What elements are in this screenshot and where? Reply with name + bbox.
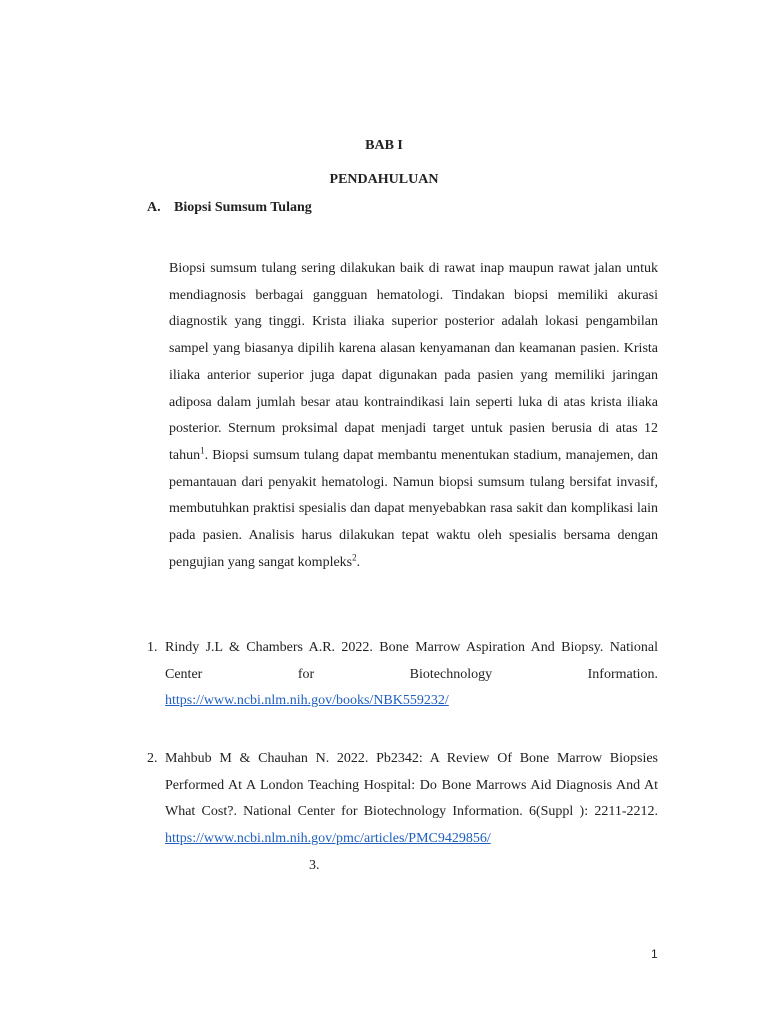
body-paragraph [169, 256, 658, 576]
section-letter: A. [147, 200, 161, 215]
citation-2: 2 [352, 552, 357, 563]
section-heading [147, 200, 312, 216]
paragraph-text-3: . [356, 554, 361, 570]
reference-number: 1. [147, 640, 158, 655]
reference-number: 2. [147, 751, 158, 766]
reference-number-3: 3. [309, 858, 320, 873]
chapter-title: PENDAHULUAN [329, 172, 439, 187]
section-title: Biopsi Sumsum Tulang [174, 200, 312, 215]
reference-item [147, 635, 658, 715]
chapter-number: BAB I [365, 138, 403, 153]
reference-link[interactable]: https://www.ncbi.nlm.nih.gov/pmc/articles/PMC9429856/ [165, 830, 491, 846]
paragraph-text-2: . Biopsi sumsum tulang dapat membantu menentukan stadium, manajemen, dan pemantauan dari penyakit hematologi. Namun biopsi sumsum tulang bersifat invasif, membutuhkan praktisi spesialis dan dapat menyebabkan rasa sakit dan komplikasi lain pada pasien. Analisis harus dilakukan tepat waktu oleh spesialis bersama dengan pengujian yang sangat kompleks [169, 447, 658, 570]
citation-1: 1 [200, 445, 205, 456]
reference-text: Rindy J.L & Chambers A.R. 2022. Bone Marrow Aspiration And Biopsy. National Center for Biotechnology Information. [165, 640, 658, 682]
reference-text: Mahbub M & Chauhan N. 2022. Pb2342: A Review Of Bone Marrow Biopsies Performed At A London Teaching Hospital: Do Bone Marrows Aid Diagnosis And At What Cost?. National Center for Biotechnology Information. 6(Suppl ): 2211-2212. [165, 751, 658, 819]
paragraph-text-1: Biopsi sumsum tulang sering dilakukan baik di rawat inap maupun rawat jalan untuk mendiagnosis berbagai gangguan hematologi. Tindakan biopsi memiliki akurasi diagnostik yang tinggi. Krista iliaka superior posterior adalah lokasi pengambilan sampel yang biasanya dipilih karena alasan kenyamanan dan keamanan pasien. Krista iliaka anterior superior juga dapat digunakan pada pasien yang memiliki jaringan adiposa dalam jumlah besar atau kontraindikasi lain seperti luka di atas krista iliaka posterior. Sternum proksimal dapat menjadi target untuk pasien berusia di atas 12 tahun [169, 261, 658, 463]
reference-item [147, 746, 658, 852]
page-number: 1 [651, 947, 658, 961]
reference-link[interactable]: https://www.ncbi.nlm.nih.gov/books/NBK559232/ [165, 693, 449, 708]
